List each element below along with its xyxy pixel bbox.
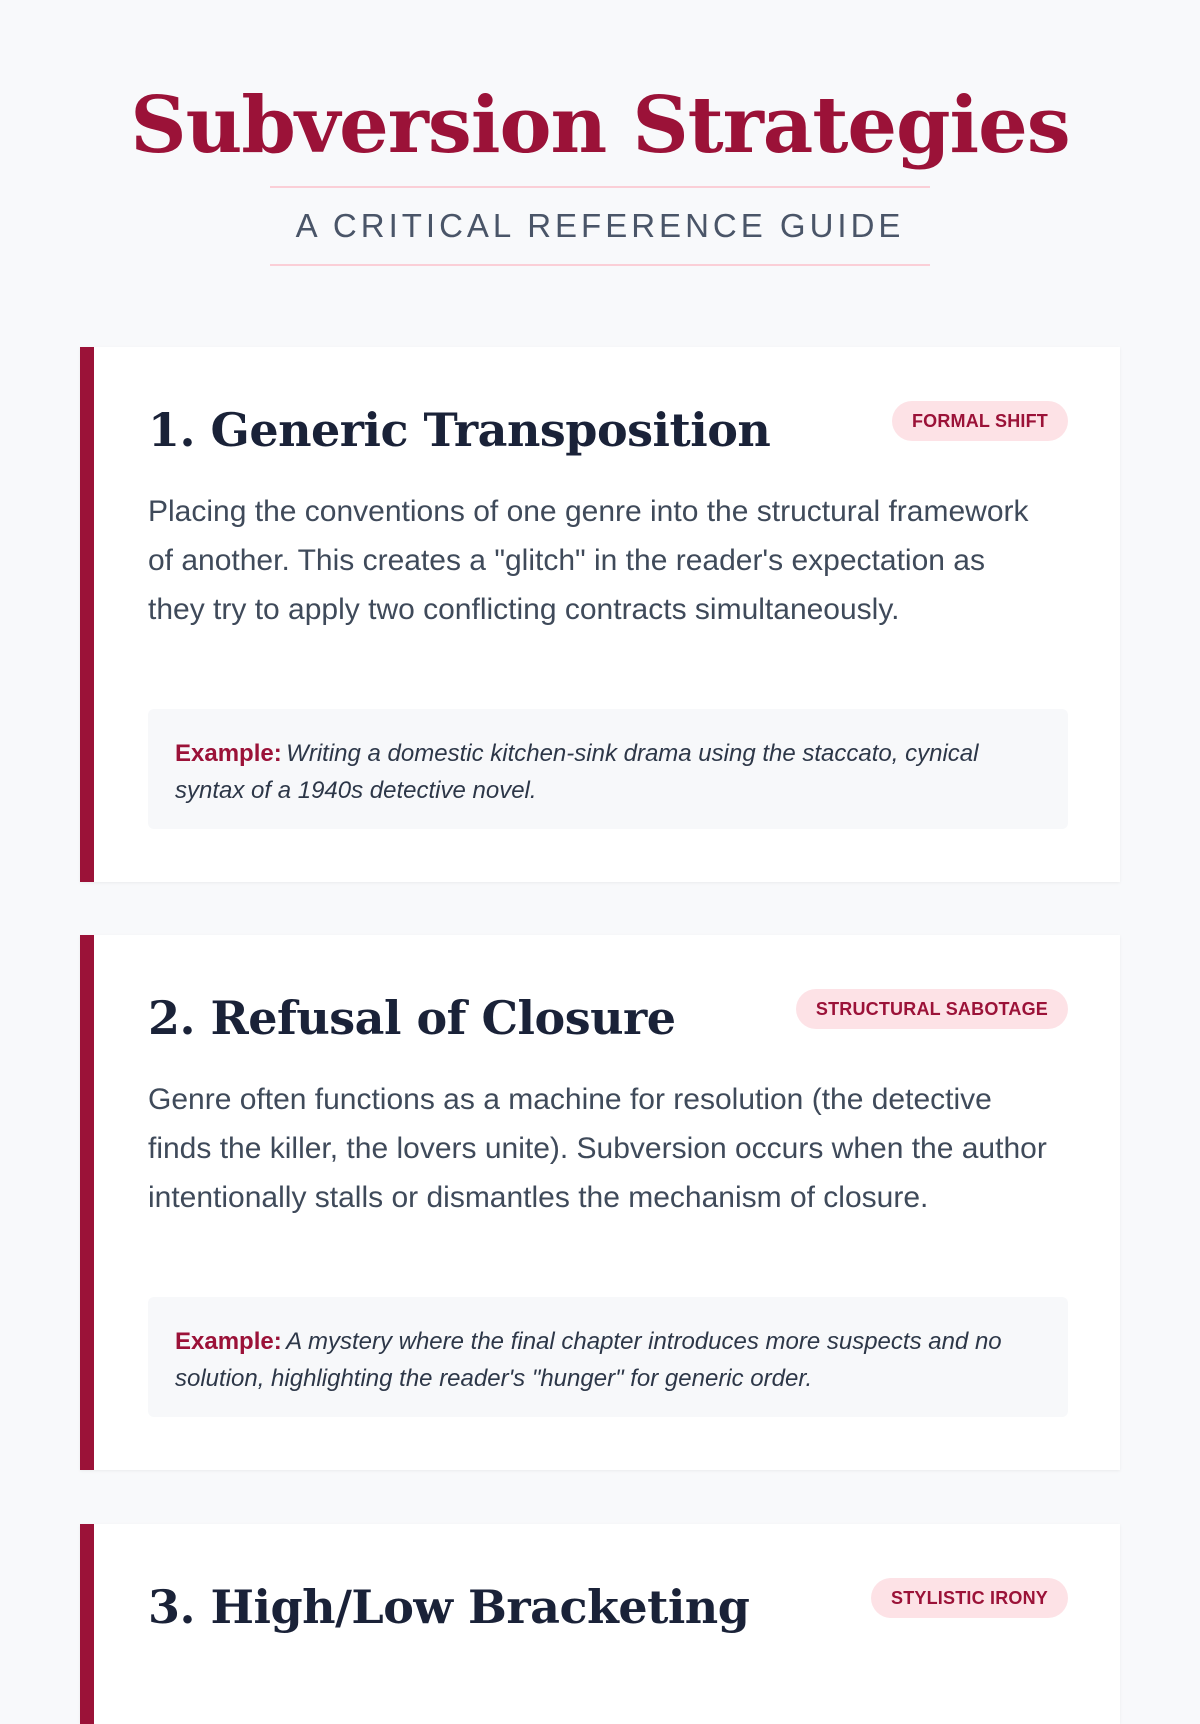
card-title: 3. High/Low Bracketing <box>148 1580 750 1634</box>
page-title: Subversion Strategies <box>130 80 1070 171</box>
example-box <box>148 1297 1068 1417</box>
subtitle-divider-block <box>270 186 930 266</box>
category-badge: STRUCTURAL SABOTAGE <box>796 989 1068 1029</box>
example-text: Writing a domestic kitchen-sink drama using the staccato, cynical syntax of a 1940s detective novel. <box>175 740 979 804</box>
card-description: Placing the conventions of one genre into the structural framework of another. This creates a "glitch" in the reader's expectation as they try to apply two conflicting contracts simultaneously. <box>148 495 1029 626</box>
example-label: Example: <box>175 1328 282 1355</box>
example-paragraph <box>175 1325 1041 1399</box>
strategy-card-generic-transposition <box>80 347 1120 882</box>
card-description: Genre often functions as a machine for resolution (the detective finds the killer, the lovers unite). Subversion occurs when the author intentionally stalls or dismantles the mechanism of closure. <box>148 1083 1047 1214</box>
card-content <box>148 1524 1068 1724</box>
example-paragraph <box>175 737 1041 811</box>
page-subtitle: A CRITICAL REFERENCE GUIDE <box>295 207 905 244</box>
category-badge: FORMAL SHIFT <box>892 401 1068 441</box>
card-title: 1. Generic Transposition <box>148 403 771 457</box>
example-box <box>148 709 1068 829</box>
card-title: 2. Refusal of Closure <box>148 991 676 1045</box>
category-badge: STYLISTIC IRONY <box>871 1578 1068 1618</box>
card-content <box>148 935 1068 1470</box>
example-label: Example: <box>175 740 282 767</box>
strategy-card-high-low-bracketing <box>80 1524 1120 1724</box>
strategy-card-refusal-of-closure <box>80 935 1120 1470</box>
example-text: A mystery where the final chapter introduces more suspects and no solution, highlighting the reader's "hunger" for generic order. <box>175 1328 1002 1392</box>
card-content <box>148 347 1068 882</box>
